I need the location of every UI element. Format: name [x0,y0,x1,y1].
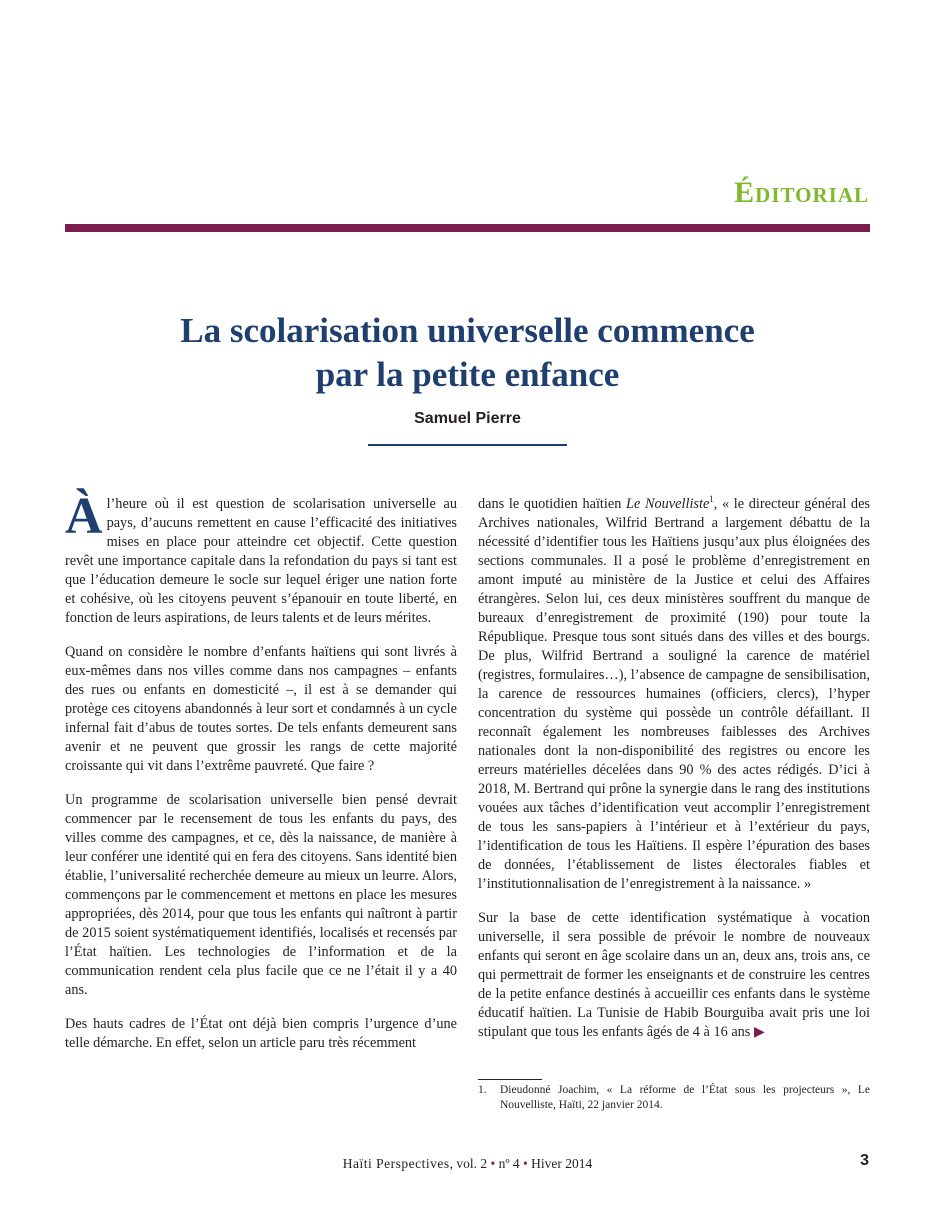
drop-cap: À [65,488,103,545]
footnote-number: 1. [478,1084,487,1096]
left-column [65,488,457,1068]
journal-season: Hiver 2014 [527,1156,593,1171]
author-name: Samuel Pierre [414,410,521,427]
footnote-rule [478,1079,542,1080]
journal-issue: nº 4 [495,1156,524,1171]
footnote-text: Dieudonné Joachim, « La réforme de l’État sous les projecteurs », Le Nouvelliste, Haïti, 22 janvier 2014. [500,1084,870,1111]
newspaper-name: Le Nouvelliste [626,496,710,512]
paragraph-text: Sur la base de cette identification systématique à vocation universelle, il sera possible de prévoir le nombre de nouveaux enfants qui seront en âge scolaire dans un an, deux ans, trois ans, ce qui permettrait de former les enseignants et de construire les centres de la petite enfance destinés à accueillir ces enfants dans le système éducatif haïtien. La Tunisie de Habib Bourguiba avait pris une loi stipulant que tous les enfants âgés de 4 à 16 ans [478,910,870,1040]
right-column [478,495,870,1057]
paragraph: Quand on considère le nombre d’enfants haïtiens qui sont livrés à eux-mêmes dans nos villes comme dans nos campagnes – enfants des rues ou enfants en domesticité –, il est à se demander qui protège ces citoyens abandonnés à leur sort et condamnés à un cycle infernal fait d’abus de toutes sortes. De tels enfants demeurent sans avenir et ne peuvent que grossir les rangs de cette majorité croissante qui vit dans l’extrême pauvreté. Que faire ? [65,644,457,774]
paragraph: Des hauts cadres de l’État ont déjà bien compris l’urgence d’une telle démarche. En effet, selon un article paru très récemment [65,1016,457,1051]
title-line-2: par la petite enfance [315,355,620,394]
journal-name: Haïti Perspectives [342,1156,450,1171]
footnote [478,1083,870,1113]
footnote-ref[interactable]: 1 [709,494,714,505]
paragraph-text: l’heure où il est question de scolarisation universelle au pays, d’aucuns remettent en cause l’efficacité des initiatives mises en place pour atteindre cet objectif. Cette question revêt une importance capitale dans la refondation du pays si tant est que l’éducation demeure le socle sur lequel ériger une nation forte et cohésive, où les citoyens peuvent s’épanouir en toute liberté, en fonction de leurs aspirations, de leurs talents et de leurs mérites. [65,496,457,626]
page-number: 3 [860,1152,869,1169]
article-title [65,309,870,397]
page-footer [65,1156,870,1172]
paragraph-text: dans le quotidien haïtien [478,496,627,512]
section-heading: Éditorial [734,176,869,209]
journal-volume: , vol. 2 [449,1156,491,1171]
paragraph [478,495,870,894]
author-rule [368,444,567,446]
title-line-1: La scolarisation universelle commence [180,311,755,350]
paragraph [65,488,457,628]
footer-bullet: • [490,1156,496,1171]
continue-arrow-icon: ▶ [753,1025,765,1040]
paragraph: Un programme de scolarisation universelle bien pensé devrait commencer par le recensement de tous les enfants du pays, des villes comme des campagnes, et ce, dès la naissance, de manière à leur conférer une identité qui en fera des citoyens. Sans identité bien établie, l’universalité recherchée demeure au mieux un leurre. Alors, commençons par le commencement et mettons en place les mesures appropriées, dès 2014, pour que tous les enfants qui naîtront à partir de 2015 soient systématiquement identifiés, localisés et recensés par l’État haïtien. Les technologies de l’information et de la communication rendent cela plus facile que ce ne l’était il y a 40 ans. [65,792,457,998]
paragraph [478,909,870,1042]
footer-bullet: • [523,1156,528,1171]
paragraph-text: , « le directeur général des Archives nationales, Wilfrid Bertrand a largement débattu de la nécessité d’identifier tous les Haïtiens jusqu’aux plus éloignées des sections communales. Il a posé le problème d’enregistrement en amont imputé au ministère de la Justice et celui des Affaires étrangères. Selon lui, ces deux ministères souffrent du manque de bureaux d’enregistrement de proximité (190) pour toute la République. Presque tous sont situés dans des villes et des bourgs. De plus, Wilfrid Bertrand a souligné la carence de matériel (registres, formulaires…), l’absence de campagne de sensibilisation, la carence de ressources humaines (officiers, clercs), l’hyper concentration du système qui possède un contrôle défaillant. Il reconnaît également les nombreuses faiblesses des Archives nationales dont la non-disponibilité des registres ou encore les erreurs matérielles décelées dans 90 % des actes rédigés. D’ici à 2018, M. Bertrand qui prône la synergie dans le rang des institutions vouées aux tâches d’identification veut accomplir l’enregistrement de tous les sans-papiers à l’intérieur et à l’extérieur du pays, l’identification de tous les Haïtiens. Il espère l’épuration des bases de données, l’établissement de listes électorales fiables et l’institutionnalisation de l’enregistrement à la naissance. » [478,496,870,892]
header-rule [65,224,870,232]
